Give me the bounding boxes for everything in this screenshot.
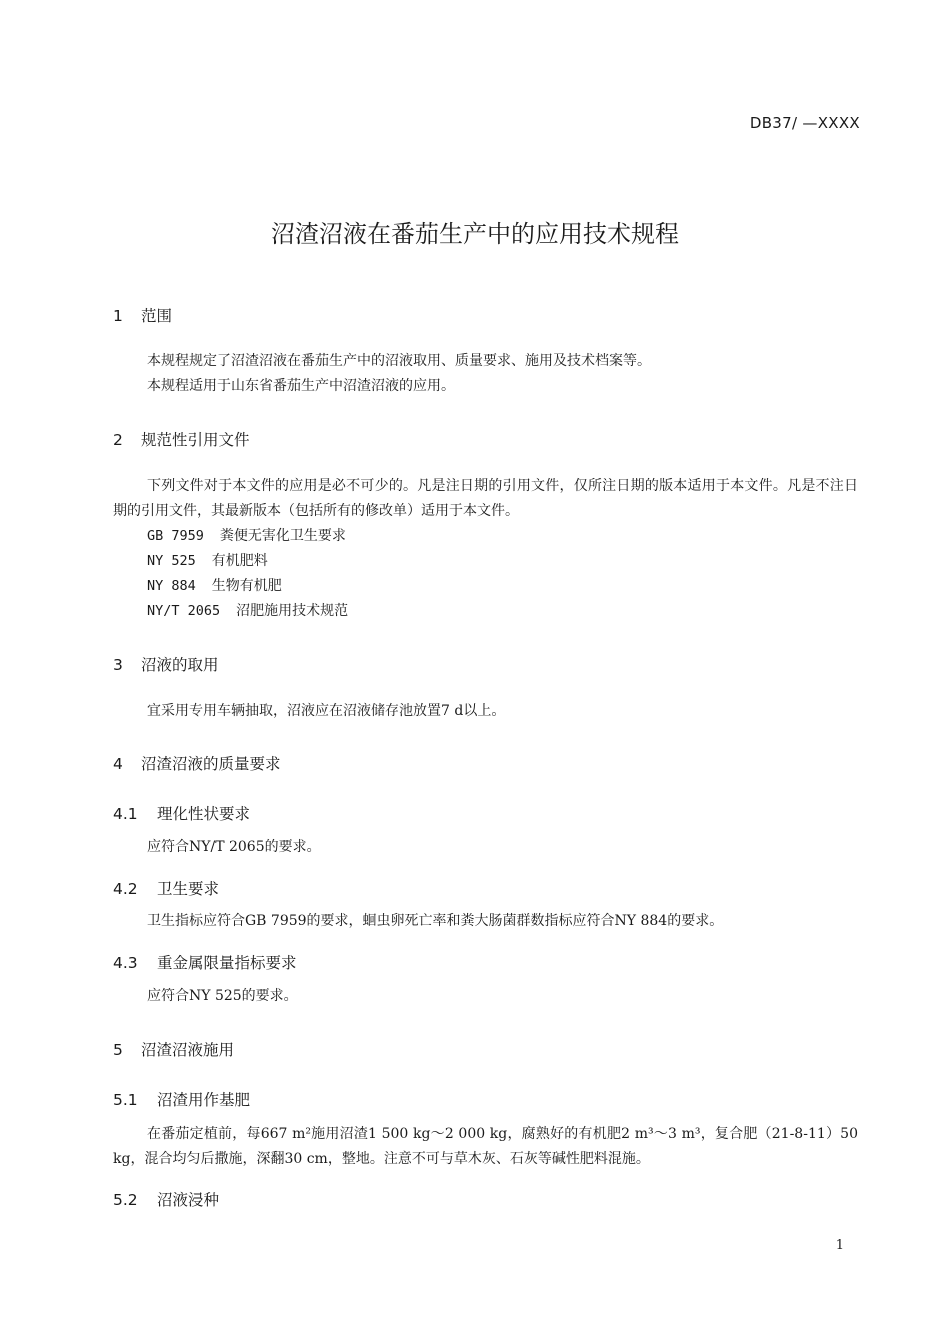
- reference-item: [113, 574, 858, 599]
- paragraph: 本规程规定了沼渣沼液在番茄生产中的沼液取用、质量要求、施用及技术档案等。: [147, 353, 651, 369]
- reference-name: 沼肥施用技术规范: [236, 603, 349, 619]
- section-1-body: [113, 349, 858, 399]
- reference-code: NY 525: [147, 553, 196, 569]
- section-4-heading: [113, 752, 281, 774]
- paragraph: 应符合NY/T 2065的要求。: [147, 839, 321, 855]
- section-title: 沼渣沼液施用: [141, 1041, 235, 1059]
- section-title: 沼渣用作基肥: [157, 1091, 251, 1109]
- section-title: 卫生要求: [157, 880, 220, 898]
- section-title: 重金属限量指标要求: [157, 954, 297, 972]
- reference-code: NY/T 2065: [147, 603, 221, 619]
- section-1-heading: [113, 304, 172, 326]
- document-code: DB37/ —XXXX: [749, 114, 860, 132]
- paragraph: 卫生指标应符合GB 7959的要求，蛔虫卵死亡率和粪大肠菌群数指标应符合NY 884的要求。: [147, 913, 724, 929]
- section-4-3-body: [113, 984, 858, 1009]
- section-title: 范围: [141, 307, 173, 325]
- section-number: 4.1: [113, 805, 138, 823]
- paragraph: 本规程适用于山东省番茄生产中沼渣沼液的应用。: [147, 378, 455, 394]
- section-4-1-heading: [113, 802, 250, 824]
- paragraph: 下列文件对于本文件的应用是必不可少的。凡是注日期的引用文件，仅所注日期的版本适用于本文件。凡是不注日期的引用文件，其最新版本（包括所有的修改单）适用于本文件。: [113, 478, 858, 519]
- section-4-3-heading: [113, 951, 297, 973]
- section-number: 1: [113, 307, 123, 325]
- section-4-2-body: [113, 909, 858, 934]
- section-title: 沼渣沼液的质量要求: [141, 755, 281, 773]
- paragraph: 在番茄定植前，每667 m²施用沼渣1 500 kg～2 000 kg，腐熟好的有机肥2 m³～3 m³，复合肥（21-8-11）50 kg，混合均匀后撒施，深翻30 cm，整地。注意不可与草木灰、石灰等碱性肥料混施。: [113, 1126, 858, 1167]
- paragraph: 应符合NY 525的要求。: [147, 988, 298, 1004]
- document-title: 沼渣沼液在番茄生产中的应用技术规程: [271, 220, 679, 248]
- reference-name: 粪便无害化卫生要求: [219, 528, 346, 544]
- section-2-body: [113, 474, 858, 624]
- section-4-2-heading: [113, 877, 219, 899]
- section-number: 2: [113, 431, 123, 449]
- section-5-1-body: [113, 1122, 858, 1172]
- section-3-body: [113, 699, 858, 724]
- section-number: 3: [113, 656, 123, 674]
- section-2-heading: [113, 428, 250, 450]
- section-title: 沼液浸种: [157, 1191, 220, 1209]
- section-title: 沼液的取用: [141, 656, 219, 674]
- section-number: 5: [113, 1041, 123, 1059]
- section-3-heading: [113, 653, 219, 675]
- paragraph: 宜采用专用车辆抽取，沼液应在沼液储存池放置7 d以上。: [147, 703, 506, 719]
- reference-code: GB 7959: [147, 528, 204, 544]
- section-4-1-body: [113, 835, 858, 860]
- page-number: 1: [835, 1238, 844, 1253]
- section-title: 规范性引用文件: [141, 431, 250, 449]
- reference-item: [113, 549, 858, 574]
- reference-name: 生物有机肥: [211, 578, 282, 594]
- section-number: 5.2: [113, 1191, 138, 1209]
- reference-item: [113, 524, 858, 549]
- section-number: 4.2: [113, 880, 138, 898]
- reference-item: [113, 599, 858, 624]
- section-5-heading: [113, 1038, 234, 1060]
- section-5-2-heading: [113, 1188, 219, 1210]
- section-5-1-heading: [113, 1088, 250, 1110]
- reference-name: 有机肥料: [211, 553, 268, 569]
- section-number: 5.1: [113, 1091, 138, 1109]
- section-number: 4.3: [113, 954, 138, 972]
- section-title: 理化性状要求: [157, 805, 251, 823]
- reference-code: NY 884: [147, 578, 196, 594]
- section-number: 4: [113, 755, 123, 773]
